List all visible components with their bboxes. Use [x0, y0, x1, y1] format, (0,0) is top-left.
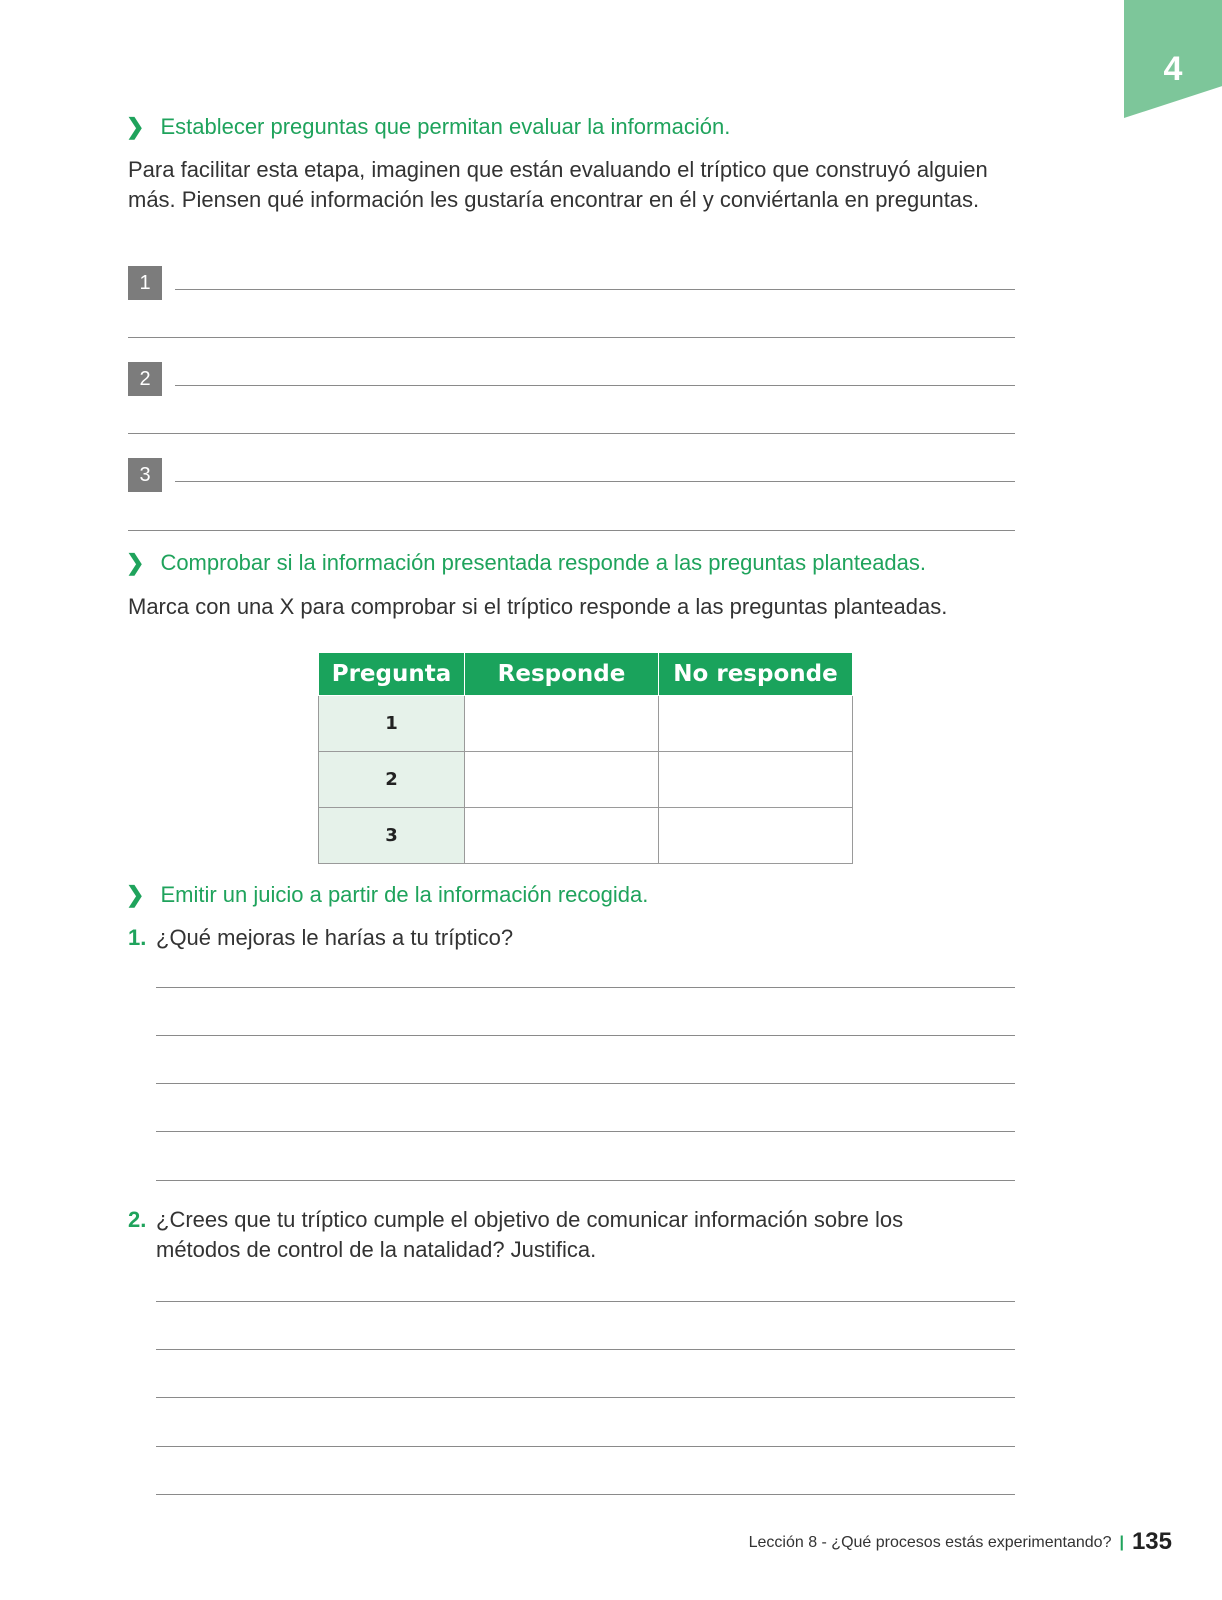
table-row [319, 696, 853, 752]
answer-line[interactable] [128, 530, 1015, 531]
answer-line[interactable] [156, 1446, 1015, 1447]
question-number: 1. [128, 925, 147, 950]
responde-checkbox-cell[interactable] [465, 696, 659, 752]
no-responde-checkbox-cell[interactable] [659, 808, 853, 864]
section-heading-text: Emitir un juicio a partir de la información recogida. [160, 882, 649, 907]
question-2 [128, 1205, 1008, 1265]
section-heading-text: Establecer preguntas que permitan evaluar la información. [160, 114, 731, 139]
responde-checkbox-cell[interactable] [465, 752, 659, 808]
page-footer [749, 1528, 1172, 1556]
chevron-right-icon: ❯ [126, 550, 145, 575]
page-number: 135 [1131, 1528, 1172, 1555]
question-cell: 3 [319, 808, 465, 864]
answer-line[interactable] [156, 1035, 1015, 1036]
no-responde-checkbox-cell[interactable] [659, 752, 853, 808]
question-number: 2. [128, 1207, 147, 1232]
question-number-box-1: 1 [128, 266, 162, 300]
column-header-pregunta: Pregunta [319, 653, 465, 696]
table-row [319, 752, 853, 808]
answer-line[interactable] [156, 1083, 1015, 1084]
instructions-paragraph: Para facilitar esta etapa, imaginen que están evaluando el tríptico que construyó alguien más. Piensen qué información les gustaría encontrar en él y conviértanla en preguntas. [128, 157, 988, 212]
answer-line[interactable] [175, 385, 1015, 386]
answer-line[interactable] [156, 1397, 1015, 1398]
question-number-box-2: 2 [128, 362, 162, 396]
answer-line[interactable] [175, 289, 1015, 290]
chevron-right-icon: ❯ [126, 114, 145, 139]
question-cell: 1 [319, 696, 465, 752]
question-number-box-3: 3 [128, 458, 162, 492]
no-responde-checkbox-cell[interactable] [659, 696, 853, 752]
answer-line[interactable] [156, 1494, 1015, 1495]
answer-line[interactable] [128, 337, 1015, 338]
evaluation-table [318, 652, 853, 864]
section-heading-establecer [126, 114, 730, 140]
answer-line[interactable] [156, 1349, 1015, 1350]
question-cell: 2 [319, 752, 465, 808]
column-header-no-responde: No responde [659, 653, 853, 696]
question-text: ¿Crees que tu tríptico cumple el objetivo de comunicar información sobre los métodos de control de la natalidad? Justifica. [156, 1207, 904, 1262]
question-1 [128, 923, 1008, 953]
answer-line[interactable] [175, 481, 1015, 482]
answer-line[interactable] [156, 987, 1015, 988]
answer-line[interactable] [128, 433, 1015, 434]
answer-line[interactable] [156, 1131, 1015, 1132]
table-row [319, 808, 853, 864]
responde-checkbox-cell[interactable] [465, 808, 659, 864]
answer-line[interactable] [156, 1180, 1015, 1181]
table-instructions: Marca con una X para comprobar si el tríptico responde a las preguntas planteadas. [128, 594, 948, 619]
section-heading-text: Comprobar si la información presentada responde a las preguntas planteadas. [160, 550, 927, 575]
chapter-number: 4 [1163, 50, 1183, 88]
lesson-title: Lección 8 - ¿Qué procesos estás experimentando? [748, 1534, 1112, 1551]
chevron-right-icon: ❯ [126, 882, 145, 907]
column-header-responde: Responde [465, 653, 659, 696]
section-heading-emitir [126, 882, 648, 908]
question-text: ¿Qué mejoras le harías a tu tríptico? [156, 925, 514, 950]
section-heading-comprobar [126, 550, 926, 576]
footer-separator: | [1119, 1534, 1124, 1551]
answer-line[interactable] [156, 1301, 1015, 1302]
